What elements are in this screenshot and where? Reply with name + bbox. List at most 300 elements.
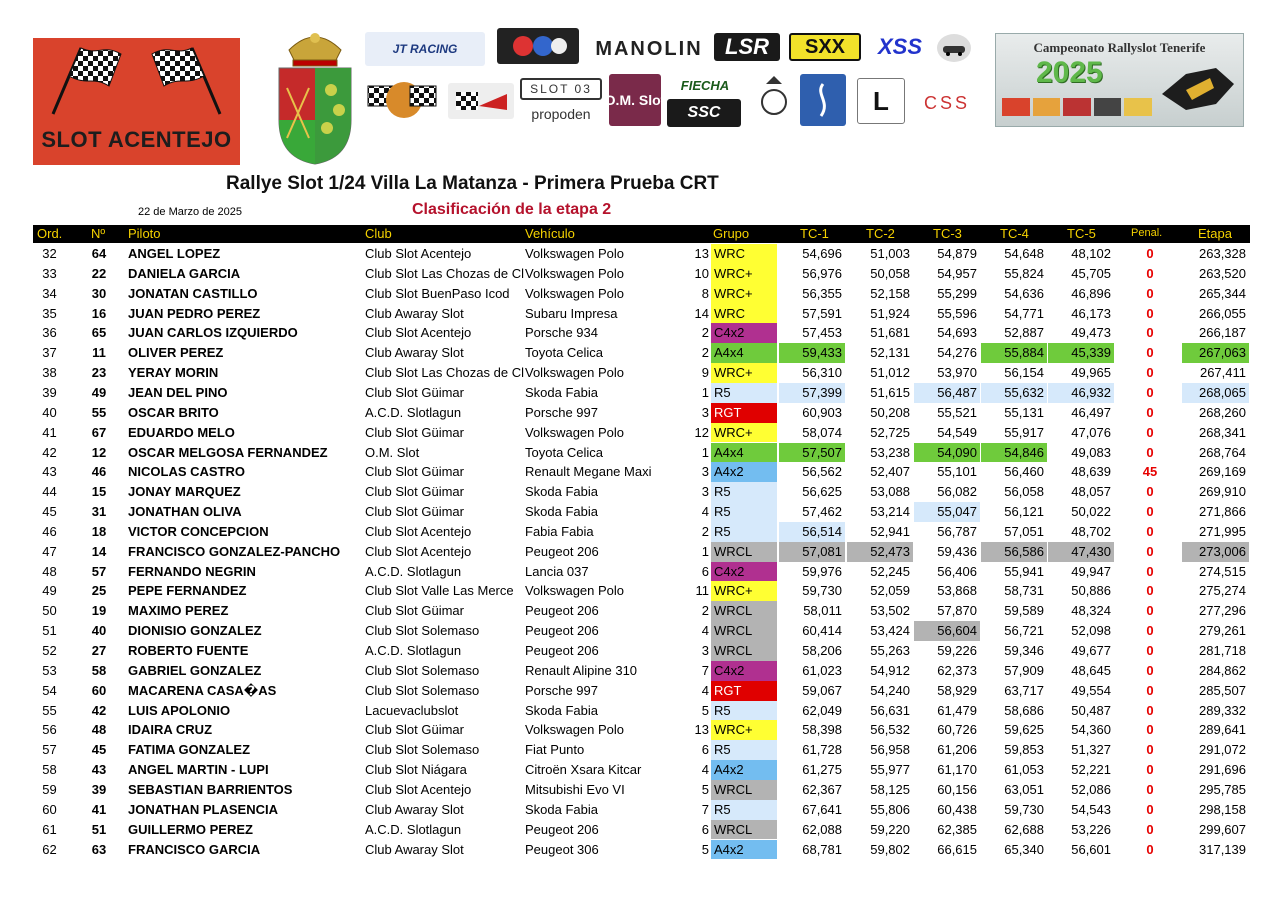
cell-num: 39: [91, 781, 107, 797]
cell-penal: 0: [1146, 603, 1154, 619]
cell-penal: 0: [1146, 662, 1154, 678]
cell-grupo: R5: [711, 522, 777, 542]
cell-club: Club Slot Las Chozas de Cl: [365, 265, 524, 281]
cell-tc1: 57,591: [802, 305, 842, 321]
championship-title: Campeonato Rallyslot Tenerife: [1033, 40, 1206, 55]
cell-grupo: WRCL: [711, 621, 777, 641]
cell-ord: 57: [42, 742, 57, 758]
cell-piloto: DIONISIO GONZALEZ: [128, 623, 262, 639]
cell-num: 43: [91, 762, 107, 778]
table-row: [33, 780, 1250, 800]
sponsor-logo: MANOLIN: [595, 37, 703, 60]
cell-piloto: JONATHAN PLASENCIA: [128, 801, 278, 817]
cell-club: Club Slot Niágara: [365, 762, 467, 778]
cell-piloto: JEAN DEL PINO: [128, 384, 228, 400]
sponsor-logo: JT RACING: [365, 32, 485, 66]
cell-group-position: 5: [701, 841, 709, 857]
table-row: [33, 423, 1250, 443]
checkered-flag-icon: [150, 46, 230, 116]
cell-num: 30: [91, 285, 107, 301]
cell-vehiculo: Lancia 037: [525, 563, 589, 579]
cell-piloto: FRANCISCO GARCIA: [128, 841, 261, 857]
cell-tc4: 59,853: [1004, 742, 1044, 758]
cell-tc3: 61,170: [937, 762, 977, 778]
col-tc1: TC-1: [800, 226, 829, 241]
cell-tc5: 52,221: [1071, 762, 1111, 778]
cell-tc1: 56,562: [802, 464, 842, 480]
cell-tc1: 61,728: [802, 742, 842, 758]
sponsor-logo: LSR: [714, 33, 780, 61]
cell-ord: 61: [42, 821, 57, 837]
cell-num: 14: [91, 543, 107, 559]
cell-tc3: 61,206: [937, 742, 977, 758]
cell-tc4: 55,632: [981, 383, 1047, 403]
cell-group-position: 2: [701, 325, 709, 341]
cell-piloto: SEBASTIAN BARRIENTOS: [128, 781, 293, 797]
cell-penal: 0: [1146, 781, 1154, 797]
col-club: Club: [365, 226, 392, 241]
cell-tc2: 52,725: [870, 424, 910, 440]
cell-tc4: 57,051: [1004, 523, 1044, 539]
cell-tc2: 53,424: [870, 623, 910, 639]
cell-tc5: 48,102: [1071, 246, 1111, 261]
cell-tc3: 55,047: [914, 502, 980, 522]
cell-grupo: WRC+: [711, 581, 777, 601]
cell-tc2: 53,238: [870, 444, 910, 460]
table-row: [33, 641, 1250, 661]
cell-num: 55: [91, 404, 107, 420]
cell-ord: 39: [42, 384, 57, 400]
cell-tc5: 48,639: [1071, 464, 1111, 480]
col-num: Nº: [91, 226, 106, 241]
table-row: [33, 661, 1250, 681]
cell-group-position: 14: [694, 305, 709, 321]
cell-ord: 37: [42, 345, 57, 361]
cell-tc4: 56,121: [1004, 504, 1044, 520]
cell-club: Club Awaray Slot: [365, 801, 464, 817]
cell-num: 22: [91, 265, 107, 281]
cell-num: 49: [91, 384, 107, 400]
cell-tc3: 58,929: [937, 682, 977, 698]
table-row: [33, 840, 1250, 860]
table-row: [33, 264, 1250, 284]
table-row: [33, 542, 1250, 562]
cell-tc2: 56,532: [870, 722, 910, 738]
cell-tc3: 56,604: [914, 621, 980, 641]
cell-grupo: C4x2: [711, 562, 777, 582]
cell-vehiculo: Skoda Fabia: [525, 801, 598, 817]
cell-tc3: 55,299: [937, 285, 977, 301]
cell-piloto: MAXIMO PEREZ: [128, 603, 229, 619]
cell-num: 23: [91, 365, 107, 381]
cell-tc3: 53,970: [937, 365, 977, 381]
cell-etapa: 266,187: [1199, 325, 1246, 341]
cell-etapa: 263,328: [1199, 246, 1246, 261]
cell-num: 65: [91, 325, 107, 341]
cell-tc4: 55,884: [981, 343, 1047, 363]
cell-piloto: PEPE FERNANDEZ: [128, 583, 247, 599]
cell-grupo: A4x4: [711, 343, 777, 363]
cell-tc3: 56,487: [914, 383, 980, 403]
cell-group-position: 13: [694, 246, 709, 261]
cell-group-position: 10: [694, 265, 709, 281]
table-row: [33, 820, 1250, 840]
cell-club: Club Slot Solemaso: [365, 742, 480, 758]
slot-club-logo-icon: [503, 31, 573, 61]
cell-club: Club Slot Valle Las Merce: [365, 583, 514, 599]
cell-tc2: 53,088: [870, 484, 910, 500]
cell-vehiculo: Skoda Fabia: [525, 384, 598, 400]
emblem-icon: [756, 72, 792, 126]
cell-tc5: 49,473: [1071, 325, 1111, 341]
cell-grupo: R5: [711, 701, 777, 721]
cell-vehiculo: Peugeot 306: [525, 841, 599, 857]
cell-piloto: LUIS APOLONIO: [128, 702, 231, 718]
checkered-flag-icon: [43, 46, 123, 116]
cell-tc2: 52,158: [870, 285, 910, 301]
sponsor-logo: [756, 72, 792, 126]
cell-tc2: 55,263: [870, 643, 910, 658]
cell-club: Club Slot Solemaso: [365, 662, 480, 678]
cell-group-position: 2: [701, 603, 709, 619]
cell-ord: 62: [42, 841, 57, 857]
cell-tc2: 59,802: [870, 841, 910, 857]
cell-num: 31: [91, 504, 107, 520]
sponsor-logo: [800, 74, 846, 126]
cell-tc5: 50,022: [1071, 504, 1111, 520]
cell-ord: 50: [42, 603, 57, 619]
cell-tc1: 57,399: [779, 383, 845, 403]
cell-piloto: JONATHAN OLIVA: [128, 504, 242, 520]
cell-club: Club Slot Las Chozas de Cl: [365, 365, 524, 381]
flags-logo-icon: [364, 78, 438, 122]
cell-piloto: GABRIEL GONZALEZ: [128, 662, 262, 678]
cell-etapa: 289,641: [1199, 722, 1246, 738]
table-row: [33, 562, 1250, 582]
cell-tc2: 55,977: [870, 762, 910, 778]
cell-tc1: 58,074: [802, 424, 842, 440]
cell-tc2: 52,407: [870, 464, 910, 480]
cell-group-position: 5: [701, 781, 709, 797]
cell-tc4: 56,058: [1004, 484, 1044, 500]
cell-group-position: 9: [701, 365, 709, 381]
cell-tc4: 59,625: [1004, 722, 1044, 738]
cell-club: Club Slot Güimar: [365, 603, 464, 619]
cell-tc3: 55,101: [937, 464, 977, 480]
cell-group-position: 4: [701, 504, 709, 520]
cell-group-position: 4: [701, 682, 709, 698]
table-header: [33, 225, 1250, 243]
cell-ord: 35: [42, 305, 57, 321]
cell-penal: 0: [1146, 285, 1154, 301]
cell-grupo: WRC+: [711, 423, 777, 443]
cell-tc2: 54,240: [870, 682, 910, 698]
cell-tc2: 51,924: [870, 305, 910, 321]
cell-vehiculo: Fabia Fabia: [525, 523, 594, 539]
cell-tc4: 56,586: [981, 542, 1047, 562]
cell-num: 27: [91, 643, 107, 658]
cell-club: Club Slot Güimar: [365, 384, 464, 400]
cell-tc3: 55,596: [937, 305, 977, 321]
table-row: [33, 343, 1250, 363]
cell-tc5: 50,487: [1071, 702, 1111, 718]
sponsor-logo: CSS: [923, 92, 970, 113]
cell-num: 51: [91, 821, 107, 837]
cell-penal: 0: [1146, 643, 1154, 658]
cell-tc3: 62,373: [937, 662, 977, 678]
cell-club: Club Slot Solemaso: [365, 623, 480, 639]
cell-tc3: 54,276: [937, 345, 977, 361]
cell-tc4: 54,636: [1004, 285, 1044, 301]
cell-ord: 46: [42, 523, 57, 539]
cell-vehiculo: Citroën Xsara Kitcar: [525, 762, 642, 778]
cell-tc1: 56,514: [779, 522, 845, 542]
cell-grupo: A4x4: [711, 443, 777, 463]
table-row: [33, 304, 1250, 324]
cell-tc1: 58,011: [803, 603, 842, 619]
cell-vehiculo: Volkswagen Polo: [525, 265, 625, 281]
cell-club: Club Slot Güimar: [365, 424, 464, 440]
cell-num: 42: [91, 702, 107, 718]
cell-etapa: 289,332: [1199, 702, 1246, 718]
cell-penal: 0: [1146, 325, 1154, 341]
cell-tc5: 46,497: [1071, 404, 1111, 420]
cell-tc3: 54,693: [937, 325, 977, 341]
cell-tc1: 57,507: [779, 443, 845, 463]
cell-tc5: 48,057: [1071, 484, 1111, 500]
sponsor-logo: XSS: [877, 34, 923, 59]
cell-tc4: 63,717: [1004, 682, 1044, 698]
cell-ord: 49: [42, 583, 57, 599]
cell-tc4: 58,686: [1004, 702, 1044, 718]
cell-tc3: 59,436: [937, 543, 977, 559]
cell-num: 63: [91, 841, 107, 857]
cell-group-position: 7: [701, 662, 709, 678]
cell-tc3: 60,156: [937, 781, 977, 797]
cell-etapa: 317,139: [1199, 841, 1246, 857]
cell-grupo: WRC+: [711, 284, 777, 304]
table-row: [33, 701, 1250, 721]
cell-penal: 0: [1146, 504, 1154, 520]
cell-grupo: WRC: [711, 244, 777, 264]
cell-vehiculo: Porsche 934: [525, 325, 598, 341]
cell-tc1: 61,275: [802, 762, 842, 778]
table-row: [33, 581, 1250, 601]
cell-grupo: WRCL: [711, 641, 777, 661]
championship-year: 2025: [1036, 56, 1103, 89]
cell-vehiculo: Peugeot 206: [525, 643, 599, 658]
cell-penal: 0: [1146, 345, 1154, 361]
cell-tc1: 56,625: [802, 484, 842, 500]
cell-tc3: 54,090: [914, 443, 980, 463]
cell-tc1: 59,730: [802, 583, 842, 599]
cell-tc4: 58,731: [1004, 583, 1044, 599]
cell-etapa: 274,515: [1199, 563, 1246, 579]
cell-tc5: 49,965: [1071, 365, 1111, 381]
cell-tc1: 62,367: [802, 781, 842, 797]
cell-tc5: 52,086: [1071, 781, 1111, 797]
table-row: [33, 284, 1250, 304]
cell-grupo: R5: [711, 482, 777, 502]
cell-group-position: 13: [694, 722, 709, 738]
cell-group-position: 6: [701, 821, 709, 837]
cell-penal: 0: [1146, 484, 1154, 500]
cell-grupo: A4x2: [711, 462, 777, 482]
cell-tc2: 50,058: [870, 265, 910, 281]
cell-ord: 34: [42, 285, 57, 301]
cell-vehiculo: Porsche 997: [525, 682, 598, 698]
cell-penal: 0: [1146, 404, 1154, 420]
cell-tc4: 55,941: [1004, 563, 1044, 579]
cell-tc5: 49,083: [1071, 444, 1111, 460]
cell-ord: 54: [42, 682, 57, 698]
cell-ord: 47: [42, 543, 57, 559]
brand-text: SLOT ACENTEJO: [41, 127, 232, 152]
cell-num: 25: [91, 583, 107, 599]
cell-num: 48: [91, 722, 107, 738]
table-row: [33, 502, 1250, 522]
cell-vehiculo: Skoda Fabia: [525, 504, 598, 520]
table-row: [33, 601, 1250, 621]
cell-tc3: 56,406: [937, 563, 977, 579]
cell-num: 16: [91, 305, 107, 321]
sponsor-logo: SSC: [667, 99, 741, 127]
cell-tc5: 48,702: [1071, 523, 1111, 539]
cell-tc5: 46,896: [1071, 285, 1111, 301]
cell-tc5: 47,076: [1071, 424, 1111, 440]
cell-num: 11: [92, 345, 106, 361]
cell-tc1: 57,453: [802, 325, 842, 341]
cell-tc2: 53,214: [870, 504, 910, 520]
cell-num: 12: [91, 444, 107, 460]
table-row: [33, 740, 1250, 760]
sponsor-logo: O.M. Slot: [609, 74, 661, 126]
cell-vehiculo: Toyota Celica: [525, 444, 604, 460]
cell-tc3: 61,479: [937, 702, 977, 718]
sponsor-logo: [937, 34, 971, 62]
cell-piloto: YERAY MORIN: [128, 365, 219, 381]
cell-piloto: OSCAR MELGOSA FERNANDEZ: [128, 444, 328, 460]
cell-ord: 45: [42, 504, 57, 520]
event-date: 22 de Marzo de 2025: [138, 206, 242, 218]
cell-group-position: 8: [701, 285, 709, 301]
table-row: [33, 443, 1250, 463]
cell-tc1: 59,976: [802, 563, 842, 579]
cell-tc2: 52,245: [870, 563, 910, 579]
cell-tc4: 54,648: [1004, 246, 1044, 261]
table-row: [33, 403, 1250, 423]
cell-club: Club Slot Güimar: [365, 722, 464, 738]
col-grupo: Grupo: [713, 226, 750, 241]
cell-etapa: 281,718: [1199, 643, 1246, 658]
cell-piloto: EDUARDO MELO: [128, 424, 235, 440]
cell-penal: 0: [1146, 246, 1154, 261]
col-tc2: TC-2: [866, 226, 895, 241]
cell-etapa: 299,607: [1199, 821, 1246, 837]
cell-tc5: 45,705: [1071, 265, 1111, 281]
cell-penal: 0: [1146, 682, 1154, 698]
cell-tc3: 57,870: [937, 603, 977, 619]
cell-tc1: 56,355: [802, 285, 842, 301]
cell-vehiculo: Toyota Celica: [525, 345, 604, 361]
cell-tc1: 61,023: [802, 662, 842, 678]
cell-penal: 0: [1146, 702, 1154, 718]
cell-num: 46: [91, 464, 107, 480]
cell-vehiculo: Mitsubishi Evo VI: [525, 781, 625, 797]
cell-piloto: ROBERTO FUENTE: [128, 643, 249, 658]
cell-tc1: 56,976: [802, 265, 842, 281]
cell-penal: 0: [1146, 384, 1154, 400]
cell-piloto: JONATAN CASTILLO: [128, 285, 258, 301]
cell-penal: 0: [1146, 762, 1154, 778]
cell-group-position: 3: [701, 464, 709, 480]
cell-tc2: 58,125: [870, 781, 910, 797]
page-title: Rallye Slot 1/24 Villa La Matanza - Primera Prueba CRT: [226, 173, 719, 194]
cell-tc5: 48,324: [1071, 603, 1111, 619]
cell-etapa: 267,411: [1199, 365, 1246, 381]
cell-piloto: JUAN PEDRO PEREZ: [128, 305, 261, 321]
sponsor-logo: [448, 83, 514, 119]
cell-grupo: C4x2: [711, 323, 777, 343]
cell-ord: 52: [42, 643, 57, 658]
cell-etapa: 269,910: [1199, 484, 1246, 500]
cell-group-position: 7: [701, 801, 709, 817]
cell-tc1: 60,903: [802, 404, 842, 420]
cell-vehiculo: Porsche 997: [525, 404, 598, 420]
cell-grupo: C4x2: [711, 661, 777, 681]
cell-tc4: 59,346: [1004, 643, 1044, 658]
cell-vehiculo: Skoda Fabia: [525, 484, 598, 500]
sponsor-logo: L: [857, 78, 905, 124]
cell-tc4: 55,824: [1004, 265, 1044, 281]
cell-ord: 53: [42, 662, 57, 678]
cell-grupo: WRC+: [711, 720, 777, 740]
cell-tc2: 51,681: [870, 325, 910, 341]
cell-tc4: 56,154: [1004, 365, 1044, 381]
cell-num: 19: [91, 603, 107, 619]
cell-tc3: 54,549: [937, 424, 977, 440]
cell-group-position: 1: [701, 543, 709, 559]
cell-num: 15: [91, 484, 107, 500]
cell-penal: 0: [1146, 444, 1154, 460]
cell-tc5: 47,430: [1048, 542, 1114, 562]
cell-piloto: IDAIRA CRUZ: [128, 722, 213, 738]
cell-group-position: 4: [701, 623, 709, 639]
cell-num: 41: [91, 801, 107, 817]
cell-tc3: 53,868: [937, 583, 977, 599]
cell-grupo: WRCL: [711, 542, 777, 562]
cell-ord: 41: [42, 424, 57, 440]
cell-penal: 0: [1146, 523, 1154, 539]
cell-tc2: 56,631: [870, 702, 910, 718]
cell-penal: 0: [1146, 305, 1154, 321]
cell-tc1: 59,067: [802, 682, 842, 698]
cell-tc5: 53,226: [1071, 821, 1111, 837]
col-tc5: TC-5: [1067, 226, 1096, 241]
cell-ord: 42: [42, 444, 57, 460]
cell-piloto: GUILLERMO PEREZ: [128, 821, 253, 837]
cell-etapa: 268,341: [1199, 424, 1246, 440]
cell-ord: 59: [42, 781, 57, 797]
cell-num: 57: [91, 563, 107, 579]
table-row: [33, 621, 1250, 641]
cell-penal: 0: [1146, 543, 1154, 559]
table-row: [33, 383, 1250, 403]
table-row: [33, 522, 1250, 542]
cell-tc1: 67,641: [802, 801, 842, 817]
table-row: [33, 462, 1250, 482]
cell-tc2: 59,220: [870, 821, 910, 837]
